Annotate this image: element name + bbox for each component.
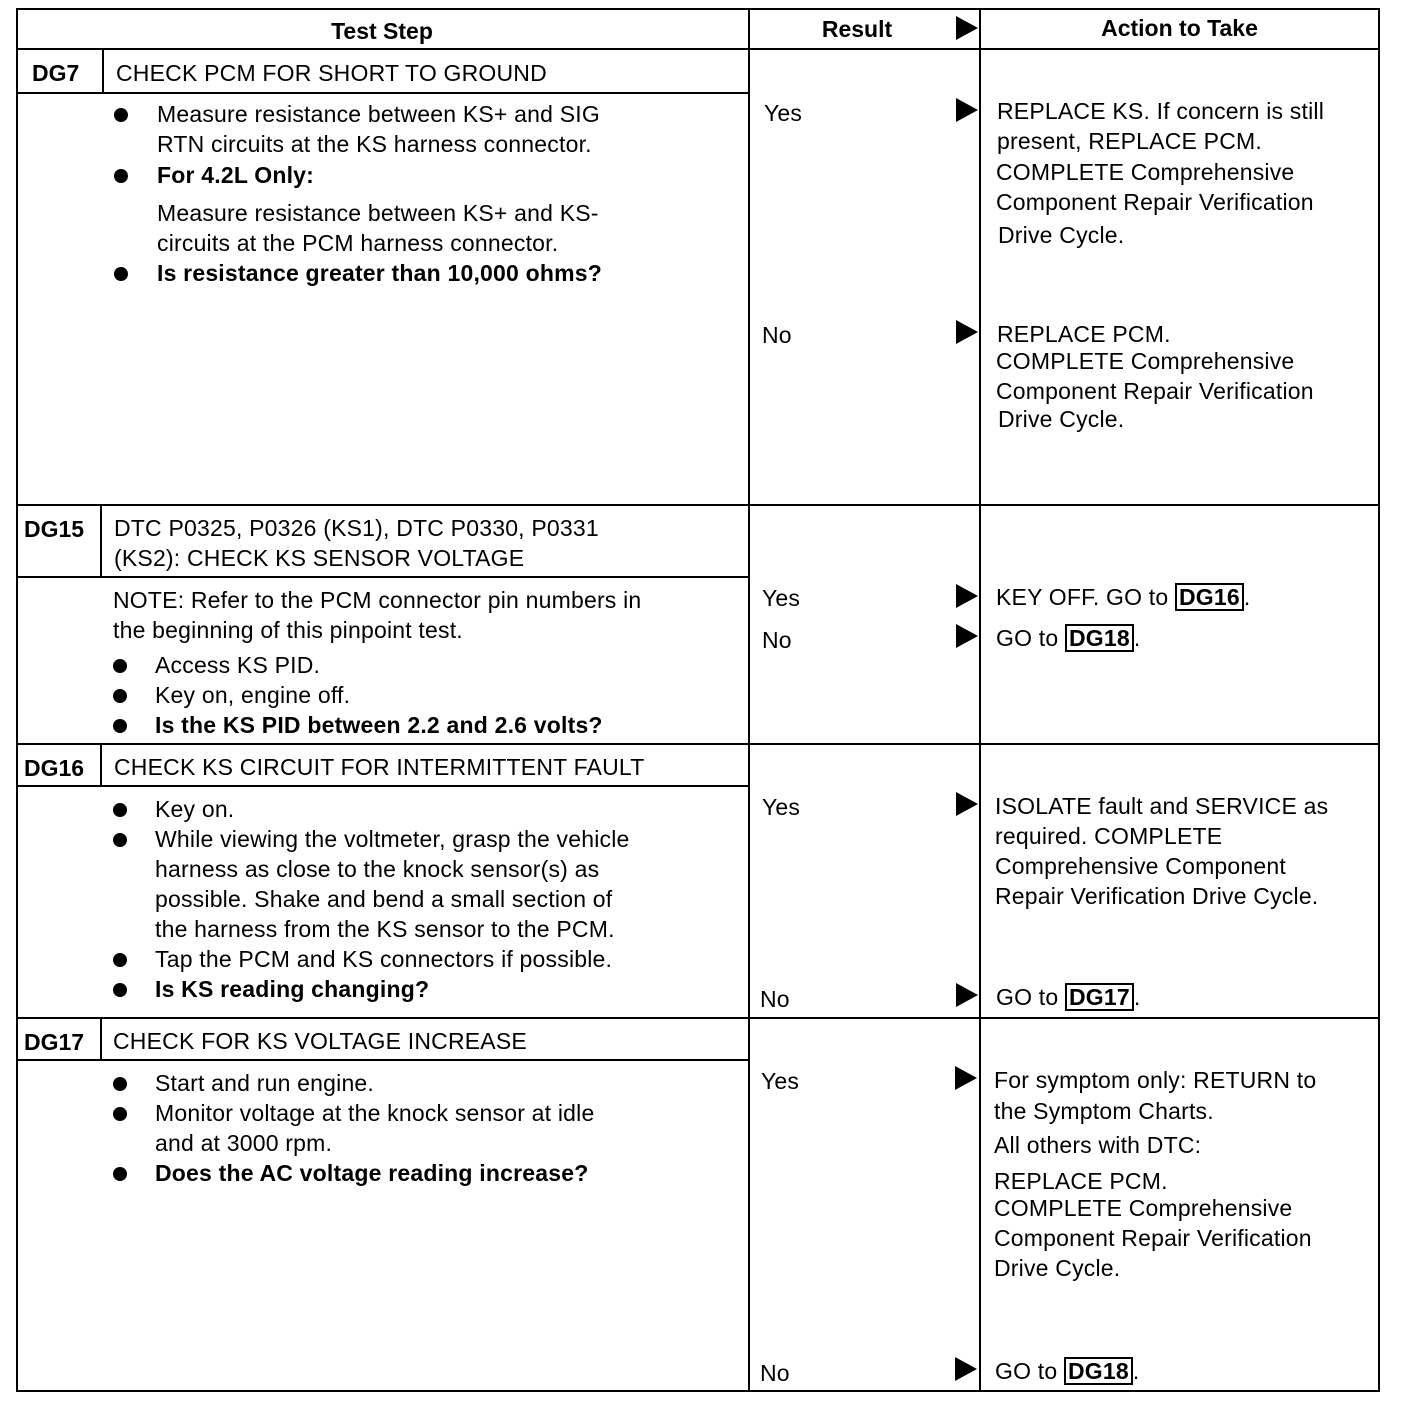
bullet-icon [113, 659, 127, 673]
step-id-dg17: DG17 [24, 1029, 85, 1055]
action-goto [996, 623, 1140, 653]
action-line: present, REPLACE PCM. [997, 128, 1262, 154]
action-line: COMPLETE Comprehensive [994, 1195, 1293, 1221]
result-yes: Yes [762, 585, 801, 611]
action-line: COMPLETE Comprehensive [996, 159, 1295, 185]
result-no: No [762, 322, 792, 348]
result-arrow-icon [956, 320, 978, 344]
result-yes: Yes [764, 100, 803, 126]
action-goto-text: GO to [995, 1358, 1058, 1384]
step-line: Measure resistance between KS+ and SIG [157, 101, 600, 127]
action-line: All others with DTC: [994, 1132, 1202, 1158]
row-separator-dg16 [16, 743, 1380, 745]
result-arrow-icon [955, 1066, 977, 1090]
result-yes: Yes [762, 794, 801, 820]
action-line: Drive Cycle. [998, 406, 1125, 432]
step-line: Start and run engine. [155, 1070, 375, 1096]
step-line: harness as close to the knock sensor(s) as [155, 856, 600, 882]
action-line: REPLACE KS. If concern is still [997, 98, 1325, 124]
table-bottom-border [16, 1390, 1380, 1392]
action-goto-suffix: . [1133, 984, 1141, 1010]
step-id-dg7: DG7 [32, 60, 80, 86]
result-arrow-icon [956, 584, 978, 608]
action-goto [996, 582, 1250, 612]
step-title-dg16: CHECK KS CIRCUIT FOR INTERMITTENT FAULT [114, 754, 645, 780]
bullet-icon [113, 983, 127, 997]
action-goto-text: GO to [996, 984, 1059, 1010]
action-line: For symptom only: RETURN to [994, 1067, 1317, 1093]
id-divider-dg7 [102, 48, 104, 93]
result-arrow-icon [956, 98, 978, 122]
step-question: Does the AC voltage reading increase? [155, 1160, 589, 1186]
pinpoint-test-table [16, 8, 1380, 1392]
action-line: the Symptom Charts. [994, 1098, 1214, 1124]
bullet-icon [113, 1077, 127, 1091]
step-line: Access KS PID. [155, 652, 321, 678]
row-separator-dg15 [16, 504, 1380, 506]
action-line: Component Repair Verification [996, 189, 1314, 215]
title-underline-dg7 [16, 92, 750, 94]
header-arrow-icon [956, 16, 978, 40]
id-divider-dg15 [100, 504, 102, 577]
bullet-icon [113, 1167, 127, 1181]
step-note: the beginning of this pinpoint test. [113, 617, 463, 643]
step-line: and at 3000 rpm. [155, 1130, 333, 1156]
action-line: Component Repair Verification [996, 378, 1314, 404]
step-line: RTN circuits at the KS harness connector. [157, 131, 592, 157]
title-underline-dg16 [16, 785, 750, 787]
action-line: COMPLETE Comprehensive [996, 348, 1295, 374]
bullet-icon [113, 803, 127, 817]
table-right-border [1378, 8, 1380, 1392]
action-line: Drive Cycle. [994, 1255, 1121, 1281]
bullet-icon [113, 953, 127, 967]
step-id-dg15: DG15 [24, 516, 85, 542]
result-arrow-icon [956, 983, 978, 1007]
action-line: REPLACE PCM. [994, 1168, 1168, 1194]
step-ref-dg17[interactable]: DG17 [1065, 983, 1134, 1011]
header-result: Result [821, 16, 893, 42]
step-line: the harness from the KS sensor to the PCM. [155, 916, 615, 942]
step-line: Tap the PCM and KS connectors if possible. [155, 946, 613, 972]
result-no: No [762, 627, 792, 653]
id-divider-dg17 [100, 1017, 102, 1060]
action-line: required. COMPLETE [995, 823, 1223, 849]
result-no: No [760, 986, 790, 1012]
step-title-dg15: (KS2): CHECK KS SENSOR VOLTAGE [114, 545, 525, 571]
step-title-dg7: CHECK PCM FOR SHORT TO GROUND [116, 60, 547, 86]
bullet-icon [113, 1107, 127, 1121]
step-line: Key on, engine off. [155, 682, 351, 708]
bullet-icon [113, 833, 127, 847]
action-line: REPLACE PCM. [997, 321, 1171, 347]
step-line: For 4.2L Only: [157, 162, 315, 188]
bullet-icon [113, 719, 127, 733]
action-line: Drive Cycle. [998, 222, 1125, 248]
header-test-step: Test Step [331, 18, 433, 44]
action-line: Repair Verification Drive Cycle. [995, 883, 1319, 909]
header-action: Action to Take [1101, 15, 1258, 41]
action-goto-text: GO to [996, 625, 1059, 651]
step-question: Is KS reading changing? [155, 976, 430, 1002]
action-goto [995, 1356, 1139, 1386]
table-top-border [16, 8, 1380, 10]
column-divider-action [979, 8, 981, 1392]
action-line: Component Repair Verification [994, 1225, 1312, 1251]
action-line: ISOLATE fault and SERVICE as [995, 793, 1329, 819]
step-line: Key on. [155, 796, 235, 822]
bullet-icon [113, 689, 127, 703]
result-arrow-icon [956, 624, 978, 648]
step-line: possible. Shake and bend a small section of [155, 886, 613, 912]
step-title-dg17: CHECK FOR KS VOLTAGE INCREASE [113, 1028, 527, 1054]
step-title-dg15: DTC P0325, P0326 (KS1), DTC P0330, P0331 [114, 515, 599, 541]
step-ref-dg16[interactable]: DG16 [1175, 583, 1244, 611]
id-divider-dg16 [100, 743, 102, 786]
bullet-icon [114, 169, 128, 183]
step-line: circuits at the PCM harness connector. [157, 230, 559, 256]
action-goto [996, 982, 1140, 1012]
step-note: NOTE: Refer to the PCM connector pin numbers in [113, 587, 642, 613]
row-separator-dg17 [16, 1017, 1380, 1019]
action-goto-suffix: . [1132, 1358, 1140, 1384]
step-line: Monitor voltage at the knock sensor at idle [155, 1100, 595, 1126]
table-left-border [16, 8, 18, 1392]
action-goto-suffix: . [1133, 625, 1141, 651]
bullet-icon [114, 267, 128, 281]
header-bottom-border [16, 48, 1380, 50]
result-no: No [760, 1360, 790, 1386]
step-question: Is resistance greater than 10,000 ohms? [157, 260, 603, 286]
step-ref-dg18[interactable]: DG18 [1064, 1357, 1133, 1385]
step-question: Is the KS PID between 2.2 and 2.6 volts? [155, 712, 603, 738]
result-arrow-icon [956, 792, 978, 816]
title-underline-dg17 [16, 1059, 750, 1061]
action-goto-text: KEY OFF. GO to [996, 584, 1169, 610]
action-goto-suffix: . [1243, 584, 1251, 610]
title-underline-dg15 [16, 576, 750, 578]
step-line: While viewing the voltmeter, grasp the vehicle [155, 826, 630, 852]
step-ref-dg18[interactable]: DG18 [1065, 624, 1134, 652]
result-yes: Yes [761, 1068, 800, 1094]
step-id-dg16: DG16 [24, 755, 85, 781]
result-arrow-icon [955, 1357, 977, 1381]
step-line: Measure resistance between KS+ and KS- [157, 200, 599, 226]
bullet-icon [114, 108, 128, 122]
column-divider-result [748, 8, 750, 1392]
action-line: Comprehensive Component [995, 853, 1286, 879]
